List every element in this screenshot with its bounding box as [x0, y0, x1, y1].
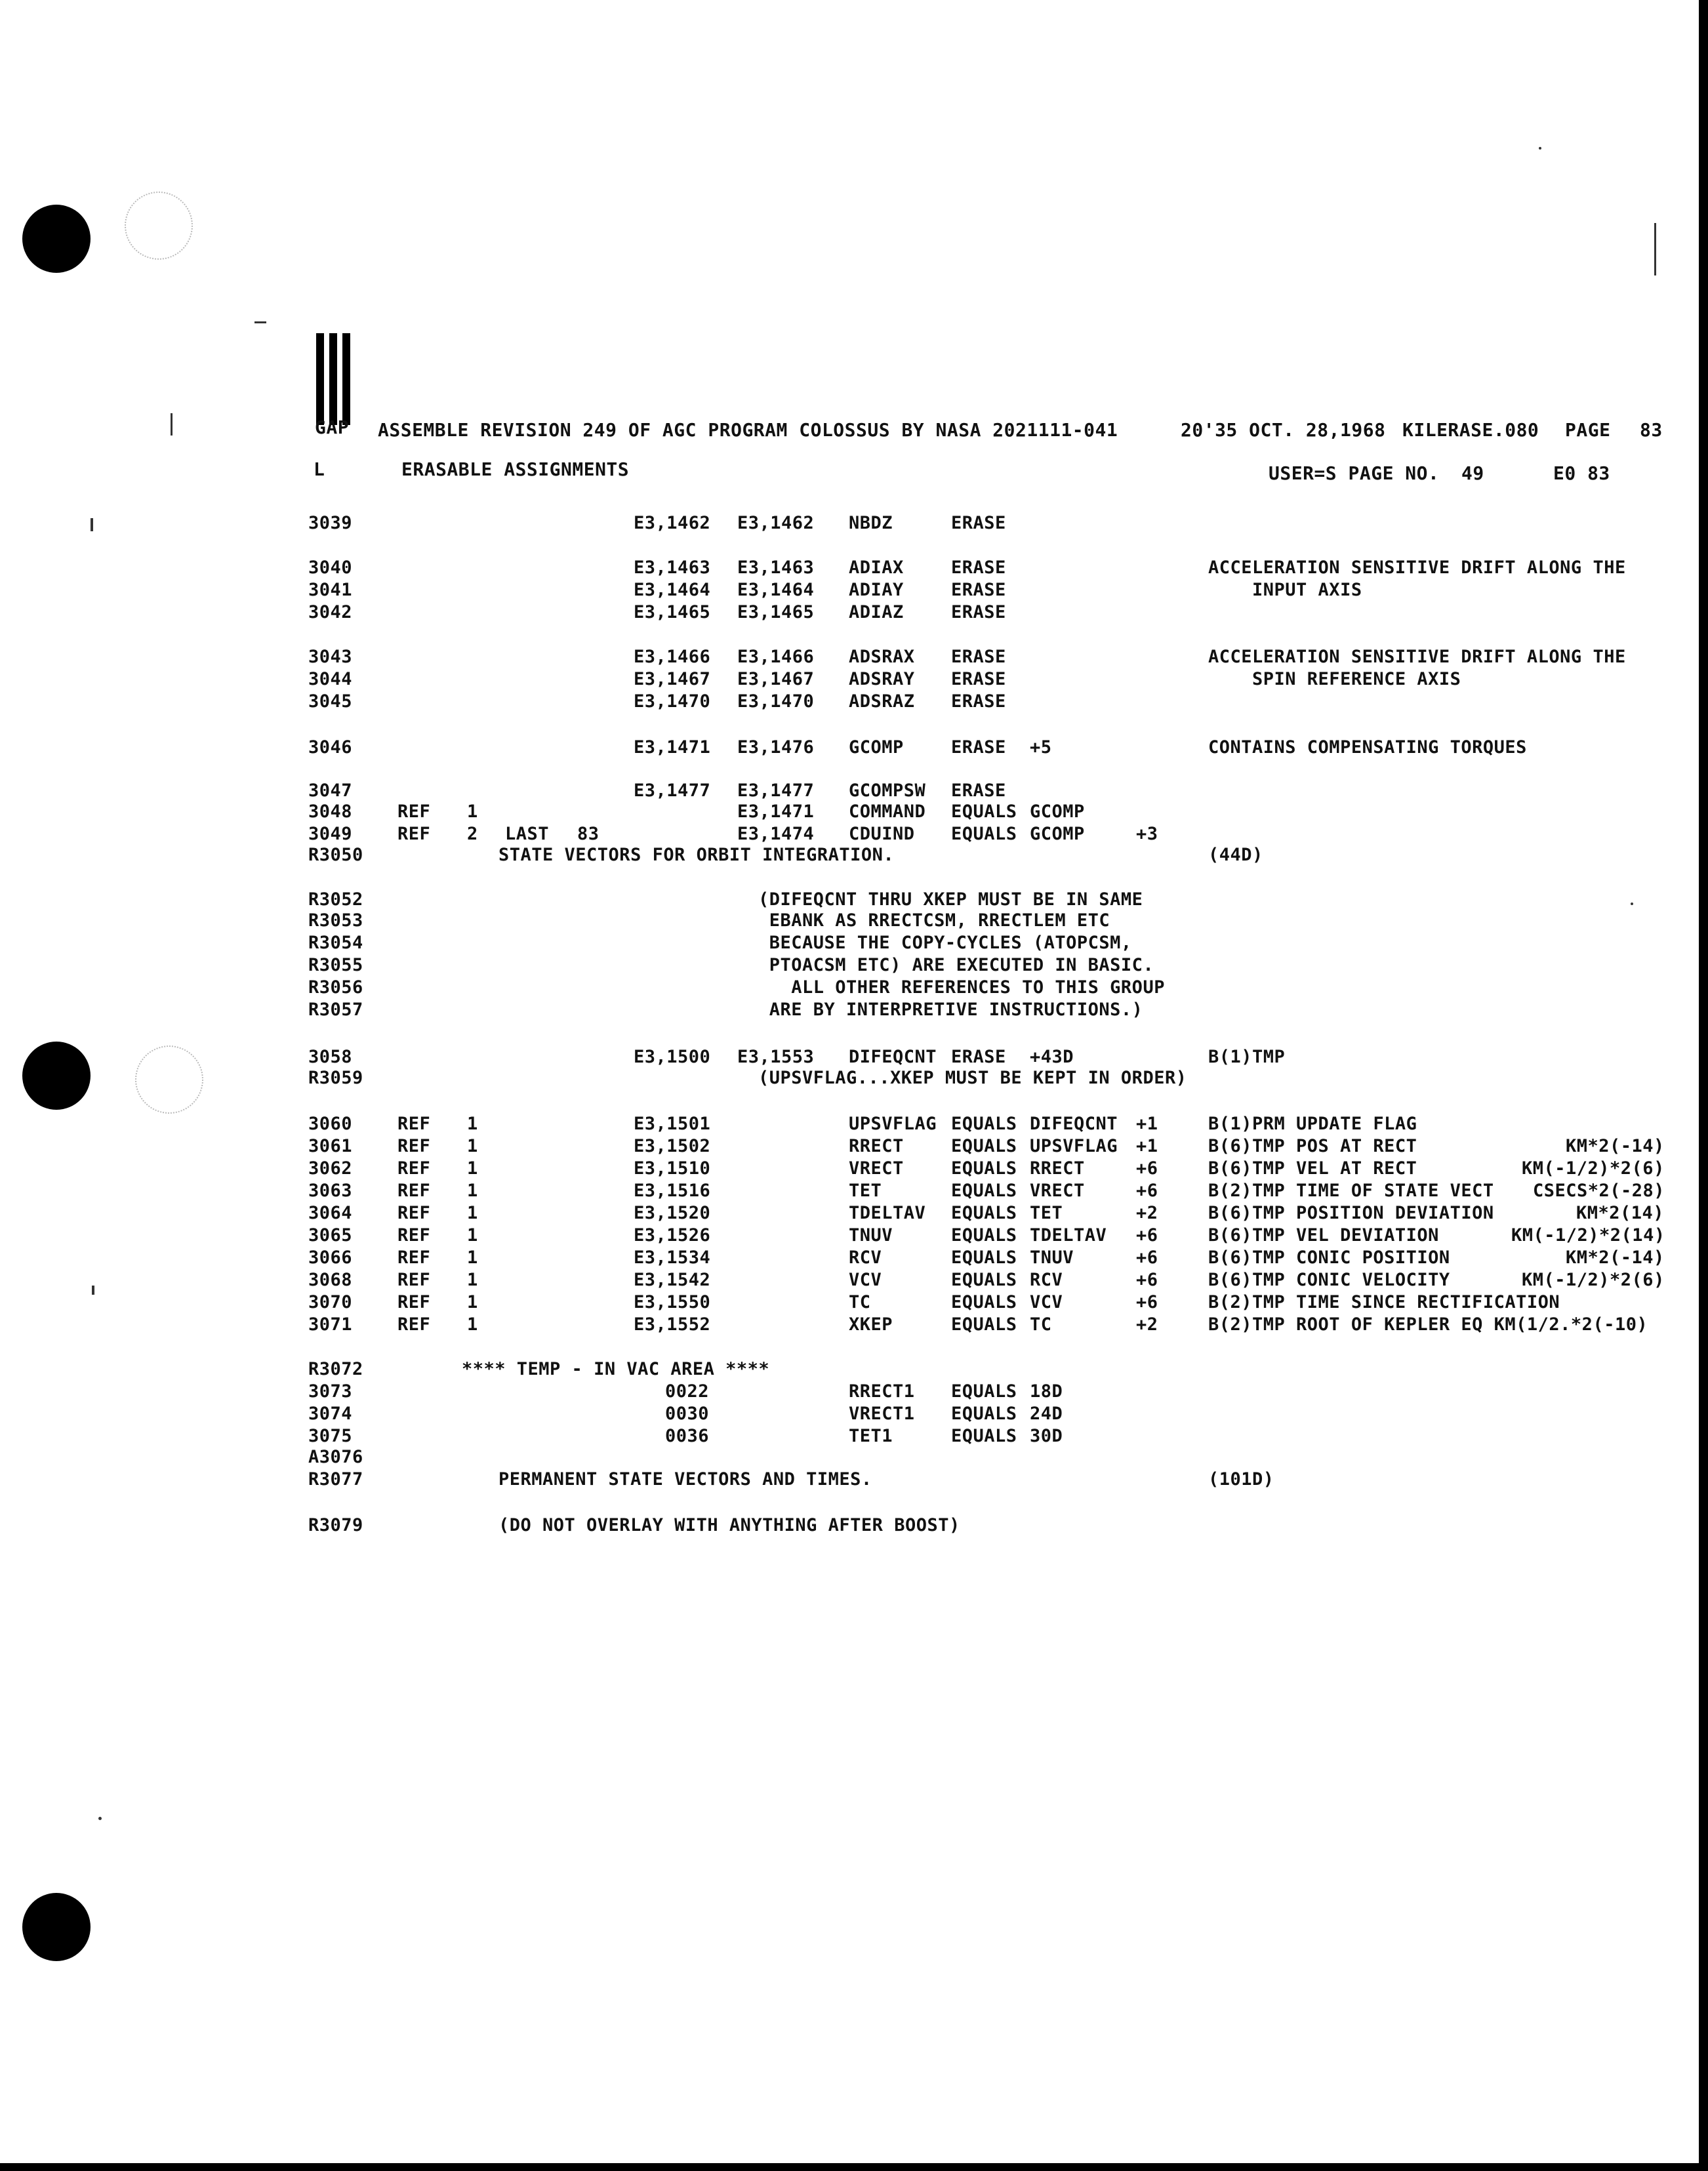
opcode: EQUALS	[951, 1270, 1017, 1290]
user-page-number: 49	[1461, 462, 1484, 484]
operand: TET	[1030, 1203, 1063, 1223]
symbol-name: COMMAND	[849, 801, 926, 822]
operand-offset: +6	[1136, 1270, 1158, 1290]
line-number: R3077	[308, 1469, 363, 1490]
address-end: E3,1471	[737, 801, 815, 822]
operand: UPSVFLAG	[1030, 1136, 1118, 1156]
symbol-name: ADIAX	[849, 558, 904, 578]
remark-block: ARE BY INTERPRETIVE INSTRUCTIONS.)	[758, 1000, 1143, 1020]
opcode: ERASE	[951, 513, 1006, 533]
operand-offset: +6	[1136, 1292, 1158, 1312]
line-number: R3072	[308, 1359, 363, 1379]
comment: SPIN REFERENCE AXIS	[1208, 669, 1461, 689]
ref-count: 2	[467, 824, 478, 844]
comment: B(6)TMP POSITION DEVIATION	[1208, 1203, 1494, 1223]
symbol-name: RCV	[849, 1248, 882, 1268]
ref-label: REF	[397, 1314, 431, 1335]
address-start: E3,1534	[634, 1248, 711, 1268]
symbol-name: VCV	[849, 1270, 882, 1290]
address-offset: 0022	[665, 1381, 710, 1402]
comment: B(2)TMP TIME SINCE RECTIFICATION	[1208, 1292, 1560, 1312]
opcode: EQUALS	[951, 1404, 1017, 1424]
address-end: E3,1474	[737, 824, 815, 844]
operand: TC	[1030, 1314, 1052, 1335]
comment: INPUT AXIS	[1208, 580, 1362, 600]
punch-hole-top	[22, 205, 91, 273]
line-number: R3079	[308, 1515, 363, 1535]
remark: (DO NOT OVERLAY WITH ANYTHING AFTER BOOST)	[498, 1515, 960, 1535]
scan-mark	[1654, 223, 1656, 275]
opcode: ERASE	[951, 737, 1006, 758]
ref-count: 1	[467, 801, 478, 822]
opcode: EQUALS	[951, 801, 1017, 822]
section-l: L	[314, 458, 325, 480]
remark: PERMANENT STATE VECTORS AND TIMES.	[498, 1469, 872, 1490]
line-number: R3054	[308, 933, 363, 953]
operand: +5	[1030, 737, 1052, 758]
operand: RCV	[1030, 1270, 1063, 1290]
address-start: E3,1471	[634, 737, 711, 758]
symbol-name: TDELTAV	[849, 1203, 926, 1223]
comment: (101D)	[1208, 1469, 1274, 1490]
operand: RRECT	[1030, 1158, 1085, 1179]
symbol-name: CDUIND	[849, 824, 915, 844]
comment-units: KM*2(-14)	[1566, 1248, 1665, 1268]
address-start: E3,1467	[634, 669, 711, 689]
comment: B(2)TMP ROOT OF KEPLER EQ KM(1/2.*2(-10)	[1208, 1314, 1648, 1335]
line-number: 3060	[308, 1114, 353, 1134]
ref-label: REF	[397, 1292, 431, 1312]
opcode: EQUALS	[951, 1225, 1017, 1246]
remark-block: ALL OTHER REFERENCES TO THIS GROUP	[758, 977, 1165, 998]
comment: B(6)TMP POS AT RECT	[1208, 1136, 1417, 1156]
ref-count: 1	[467, 1225, 478, 1246]
line-number: 3074	[308, 1404, 353, 1424]
operand-offset: +1	[1136, 1114, 1158, 1134]
address-start: E3,1501	[634, 1114, 711, 1134]
address-end: E3,1466	[737, 647, 815, 667]
scan-mark	[1539, 147, 1541, 150]
line-number: 3070	[308, 1292, 353, 1312]
line-number: 3042	[308, 602, 353, 622]
comment: B(6)TMP CONIC POSITION	[1208, 1248, 1450, 1268]
ref-label: REF	[397, 1158, 431, 1179]
line-number: R3057	[308, 1000, 363, 1020]
page-label: PAGE	[1565, 419, 1611, 441]
operand-offset: +2	[1136, 1203, 1158, 1223]
ref-label: REF	[397, 1248, 431, 1268]
remark-banner: **** TEMP - IN VAC AREA ****	[462, 1359, 770, 1379]
ref-label: REF	[397, 1203, 431, 1223]
address-end: E3,1470	[737, 691, 815, 712]
address-start: E3,1463	[634, 558, 711, 578]
eo-label: E0 83	[1553, 462, 1610, 484]
address-start: E3,1526	[634, 1225, 711, 1246]
comment-units: CSECS*2(-28)	[1533, 1181, 1665, 1201]
line-number: 3048	[308, 801, 353, 822]
line-number: R3053	[308, 910, 363, 931]
logo-text: GAP	[315, 416, 350, 438]
symbol-name: VRECT1	[849, 1404, 915, 1424]
operand-offset: +6	[1136, 1248, 1158, 1268]
address-start: E3,1466	[634, 647, 711, 667]
opcode: EQUALS	[951, 1158, 1017, 1179]
line-number: 3039	[308, 513, 353, 533]
ref-count: 1	[467, 1114, 478, 1134]
symbol-name: TET	[849, 1181, 882, 1201]
line-number: 3043	[308, 647, 353, 667]
remark-block: EBANK AS RRECTCSM, RRECTLEM ETC	[758, 910, 1110, 931]
page-number: 83	[1640, 419, 1663, 441]
remark-block: BECAUSE THE COPY-CYCLES (ATOPCSM,	[758, 933, 1132, 953]
ref-label: REF	[397, 1136, 431, 1156]
operand: GCOMP	[1030, 824, 1085, 844]
listing-title: ASSEMBLE REVISION 249 OF AGC PROGRAM COLOSSUS BY NASA 2021111-041	[378, 419, 1118, 441]
opcode: EQUALS	[951, 824, 1017, 844]
comment: (44D)	[1208, 845, 1263, 865]
comment: CONTAINS COMPENSATING TORQUES	[1208, 737, 1527, 758]
address-start: E3,1510	[634, 1158, 711, 1179]
line-number: 3041	[308, 580, 353, 600]
operand-offset: +1	[1136, 1136, 1158, 1156]
address-offset: 0036	[665, 1426, 710, 1446]
listing-file: KILERASE.080	[1402, 419, 1539, 441]
opcode: EQUALS	[951, 1292, 1017, 1312]
ref-count: 1	[467, 1248, 478, 1268]
remark-block: (UPSVFLAG...XKEP MUST BE KEPT IN ORDER)	[758, 1068, 1187, 1088]
line-number: R3050	[308, 845, 363, 865]
ref-count: 1	[467, 1136, 478, 1156]
comment: B(1)PRM UPDATE FLAG	[1208, 1114, 1417, 1134]
last-page: 83	[577, 824, 600, 844]
address-start: E3,1477	[634, 781, 711, 801]
ref-label: REF	[397, 1225, 431, 1246]
section-title: ERASABLE ASSIGNMENTS	[401, 458, 630, 480]
address-offset: 0030	[665, 1404, 710, 1424]
scan-mark	[1631, 903, 1633, 905]
operand: VRECT	[1030, 1181, 1085, 1201]
comment-units: KM(-1/2)*2(6)	[1522, 1158, 1665, 1179]
scan-mark	[171, 413, 173, 436]
opcode: ERASE	[951, 691, 1006, 712]
comment: B(1)TMP	[1208, 1047, 1286, 1067]
comment: B(6)TMP VEL DEVIATION	[1208, 1225, 1439, 1246]
punch-ring-middle	[135, 1045, 203, 1114]
opcode: EQUALS	[951, 1381, 1017, 1402]
opcode: ERASE	[951, 781, 1006, 801]
line-number: 3065	[308, 1225, 353, 1246]
ref-label: REF	[397, 1181, 431, 1201]
address-end: E3,1477	[737, 781, 815, 801]
punch-hole-middle	[22, 1042, 91, 1110]
operand: DIFEQCNT	[1030, 1114, 1118, 1134]
operand-offset: +3	[1136, 824, 1158, 844]
symbol-name: TET1	[849, 1426, 893, 1446]
address-end: E3,1464	[737, 580, 815, 600]
operand: 30D	[1030, 1426, 1063, 1446]
symbol-name: NBDZ	[849, 513, 893, 533]
comment-units: KM*2(-14)	[1566, 1136, 1665, 1156]
symbol-name: ADSRAX	[849, 647, 915, 667]
user-page-label: USER=S PAGE NO.	[1269, 462, 1440, 484]
address-start: E3,1516	[634, 1181, 711, 1201]
address-start: E3,1462	[634, 513, 711, 533]
address-start: E3,1552	[634, 1314, 711, 1335]
line-number: 3064	[308, 1203, 353, 1223]
operand: VCV	[1030, 1292, 1063, 1312]
symbol-name: VRECT	[849, 1158, 904, 1179]
line-number: 3045	[308, 691, 353, 712]
operand: +43D	[1030, 1047, 1074, 1067]
ref-label: REF	[397, 824, 431, 844]
operand-offset: +2	[1136, 1314, 1158, 1335]
address-end: E3,1462	[737, 513, 815, 533]
operand-offset: +6	[1136, 1181, 1158, 1201]
address-end: E3,1476	[737, 737, 815, 758]
ref-count: 1	[467, 1158, 478, 1179]
symbol-name: ADSRAY	[849, 669, 915, 689]
address-end: E3,1463	[737, 558, 815, 578]
scan-mark	[91, 518, 93, 531]
scan-mark	[254, 321, 266, 323]
address-start: E3,1542	[634, 1270, 711, 1290]
opcode: ERASE	[951, 1047, 1006, 1067]
operand: GCOMP	[1030, 801, 1085, 822]
address-start: E3,1500	[634, 1047, 711, 1067]
line-number: 3044	[308, 669, 353, 689]
symbol-name: UPSVFLAG	[849, 1114, 937, 1134]
line-number: 3058	[308, 1047, 353, 1067]
opcode: ERASE	[951, 647, 1006, 667]
symbol-name: ADIAZ	[849, 602, 904, 622]
line-number: 3049	[308, 824, 353, 844]
ref-count: 1	[467, 1292, 478, 1312]
comment-units: KM(-1/2)*2(14)	[1511, 1225, 1665, 1246]
address-start: E3,1470	[634, 691, 711, 712]
last-label: LAST	[505, 824, 550, 844]
ref-label: REF	[397, 801, 431, 822]
ref-count: 1	[467, 1270, 478, 1290]
line-number: R3052	[308, 889, 363, 910]
address-end: E3,1553	[737, 1047, 815, 1067]
ref-count: 1	[467, 1203, 478, 1223]
opcode: ERASE	[951, 602, 1006, 622]
logo-bars-icon	[316, 333, 356, 425]
line-number: 3063	[308, 1181, 353, 1201]
symbol-name: GCOMP	[849, 737, 904, 758]
comment: B(6)TMP VEL AT RECT	[1208, 1158, 1417, 1179]
symbol-name: RRECT1	[849, 1381, 915, 1402]
symbol-name: GCOMPSW	[849, 781, 926, 801]
scan-mark	[92, 1286, 94, 1295]
ref-count: 1	[467, 1314, 478, 1335]
ref-label: REF	[397, 1270, 431, 1290]
symbol-name: ADIAY	[849, 580, 904, 600]
line-number: 3075	[308, 1426, 353, 1446]
opcode: EQUALS	[951, 1426, 1017, 1446]
remark-block: PTOACSM ETC) ARE EXECUTED IN BASIC.	[758, 955, 1154, 975]
line-number: 3071	[308, 1314, 353, 1335]
comment: B(6)TMP CONIC VELOCITY	[1208, 1270, 1450, 1290]
opcode: ERASE	[951, 669, 1006, 689]
remark-block: (DIFEQCNT THRU XKEP MUST BE IN SAME	[758, 889, 1143, 910]
ref-count: 1	[467, 1181, 478, 1201]
line-number: R3055	[308, 955, 363, 975]
address-end: E3,1465	[737, 602, 815, 622]
comment: ACCELERATION SENSITIVE DRIFT ALONG THE	[1208, 647, 1626, 667]
ref-label: REF	[397, 1114, 431, 1134]
comment: ACCELERATION SENSITIVE DRIFT ALONG THE	[1208, 558, 1626, 578]
line-number: 3068	[308, 1270, 353, 1290]
opcode: EQUALS	[951, 1114, 1017, 1134]
operand: 24D	[1030, 1404, 1063, 1424]
line-number: R3056	[308, 977, 363, 998]
opcode: EQUALS	[951, 1136, 1017, 1156]
symbol-name: RRECT	[849, 1136, 904, 1156]
opcode: EQUALS	[951, 1314, 1017, 1335]
address-start: E3,1550	[634, 1292, 711, 1312]
comment: B(2)TMP TIME OF STATE VECT	[1208, 1181, 1494, 1201]
punch-ring-top	[125, 192, 193, 260]
address-start: E3,1520	[634, 1203, 711, 1223]
line-number: A3076	[308, 1447, 363, 1467]
opcode: EQUALS	[951, 1181, 1017, 1201]
comment-units: KM(-1/2)*2(6)	[1522, 1270, 1665, 1290]
operand: 18D	[1030, 1381, 1063, 1402]
opcode: ERASE	[951, 580, 1006, 600]
symbol-name: TNUV	[849, 1225, 893, 1246]
symbol-name: ADSRAZ	[849, 691, 915, 712]
address-start: E3,1465	[634, 602, 711, 622]
punch-hole-bottom	[22, 1893, 91, 1961]
address-start: E3,1502	[634, 1136, 711, 1156]
opcode: EQUALS	[951, 1203, 1017, 1223]
remark: STATE VECTORS FOR ORBIT INTEGRATION.	[498, 845, 895, 865]
operand-offset: +6	[1136, 1158, 1158, 1179]
operand: TNUV	[1030, 1248, 1074, 1268]
opcode: EQUALS	[951, 1248, 1017, 1268]
operand-offset: +6	[1136, 1225, 1158, 1246]
address-end: E3,1467	[737, 669, 815, 689]
symbol-name: TC	[849, 1292, 871, 1312]
line-number: 3073	[308, 1381, 353, 1402]
line-number: 3066	[308, 1248, 353, 1268]
symbol-name: XKEP	[849, 1314, 893, 1335]
listing-datetime: 20'35 OCT. 28,1968	[1181, 419, 1386, 441]
opcode: ERASE	[951, 558, 1006, 578]
line-number: 3040	[308, 558, 353, 578]
line-number: 3061	[308, 1136, 353, 1156]
address-start: E3,1464	[634, 580, 711, 600]
comment-units: KM*2(14)	[1576, 1203, 1665, 1223]
scan-mark	[98, 1817, 102, 1820]
operand: TDELTAV	[1030, 1225, 1107, 1246]
symbol-name: DIFEQCNT	[849, 1047, 937, 1067]
line-number: R3059	[308, 1068, 363, 1088]
line-number: 3047	[308, 781, 353, 801]
line-number: 3046	[308, 737, 353, 758]
line-number: 3062	[308, 1158, 353, 1179]
